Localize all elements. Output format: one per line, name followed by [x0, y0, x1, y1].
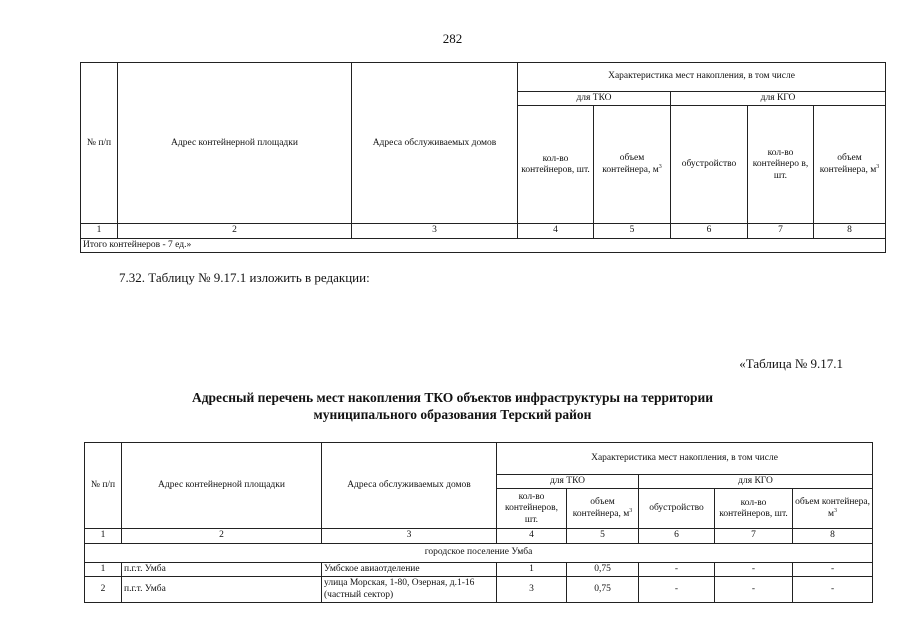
header-for-kgo: для КГО [639, 475, 873, 489]
cell-arrangement: - [639, 562, 715, 576]
previous-table [80, 62, 886, 253]
page-number: 282 [442, 31, 463, 46]
header-col7: кол-во контейнеров, шт. [715, 489, 793, 529]
column-number: 3 [352, 224, 518, 238]
header-number: № п/п [81, 63, 118, 224]
header-col8: объем контейнера, $м^3$ [814, 106, 886, 224]
column-number: 6 [639, 529, 715, 543]
header-container-site: Адрес контейнерной площадки [122, 443, 322, 529]
instruction-text: 7.32. Таблицу № 9.17.1 изложить в редакции: [119, 270, 370, 285]
header-col4: кол-во контейнеров, шт. [518, 106, 594, 224]
header-served-houses: Адреса обслуживаемых домов [322, 443, 497, 529]
column-number: 6 [671, 224, 748, 238]
table-caption: «Таблица № 9.17.1 [739, 356, 843, 371]
table-row [85, 577, 873, 603]
column-number: 3 [322, 529, 497, 543]
heading-line: муниципального образования Терский район [313, 406, 592, 422]
cell-served-houses: Умбское авиаотделение [322, 562, 497, 576]
header-for-tko: для ТКО [518, 92, 671, 106]
column-number: 5 [594, 224, 671, 238]
column-number: 8 [814, 224, 886, 238]
cell-arrangement: - [639, 577, 715, 603]
cell-container-site: п.г.т. Умба [122, 562, 322, 576]
header-characteristics: Характеристика мест накопления, в том числе [518, 63, 886, 92]
heading-line: Адресный перечень мест накопления ТКО объектов инфраструктуры на территории [191, 390, 714, 405]
header-for-tko: для ТКО [497, 475, 639, 489]
header-col5: объем контейнера, $м^3$ [567, 489, 639, 529]
total-containers: Итого контейнеров - 7 ед.» [81, 238, 886, 252]
header-served-houses: Адреса обслуживаемых домов [352, 63, 518, 224]
section-title: городское поселение Умба [85, 543, 873, 562]
column-number: 2 [122, 529, 322, 543]
column-number: 5 [567, 529, 639, 543]
cell-container-site: п.г.т. Умба [122, 577, 322, 603]
cell-served-houses: улица Морская, 1-80, Озерная, д.1-16 (частный сектор) [322, 577, 497, 603]
cell-number: 1 [85, 562, 122, 576]
cell-kgo-volume: - [793, 562, 873, 576]
column-number: 7 [715, 529, 793, 543]
column-number: 4 [497, 529, 567, 543]
cell-kgo-count: - [715, 562, 793, 576]
table-row [85, 562, 873, 576]
column-number-row [81, 224, 886, 238]
header-characteristics: Характеристика мест накопления, в том числе [497, 443, 873, 475]
header-container-site: Адрес контейнерной площадки [118, 63, 352, 224]
column-number: 1 [81, 224, 118, 238]
cell-kgo-count: - [715, 577, 793, 603]
cell-kgo-volume: - [793, 577, 873, 603]
header-col8: объем контейнера, $м^3$ [793, 489, 873, 529]
header-col6: обустройство [671, 106, 748, 224]
header-col4: кол-во контейнеров, шт. [497, 489, 567, 529]
document-heading [0, 390, 905, 424]
column-number-row [85, 529, 873, 543]
header-col7: кол-во контейнеро в, шт. [748, 106, 814, 224]
column-number: 1 [85, 529, 122, 543]
header-number: № п/п [85, 443, 122, 529]
header-for-kgo: для КГО [671, 92, 886, 106]
cell-tko-volume: 0,75 [567, 577, 639, 603]
column-number: 4 [518, 224, 594, 238]
cell-tko-volume: 0,75 [567, 562, 639, 576]
cell-tko-count: 1 [497, 562, 567, 576]
column-number: 8 [793, 529, 873, 543]
header-col5: объем контейнера, $м^3$ [594, 106, 671, 224]
column-number: 2 [118, 224, 352, 238]
column-number: 7 [748, 224, 814, 238]
cell-number: 2 [85, 577, 122, 603]
waste-sites-table [84, 442, 873, 603]
cell-tko-count: 3 [497, 577, 567, 603]
header-col6: обустройство [639, 489, 715, 529]
